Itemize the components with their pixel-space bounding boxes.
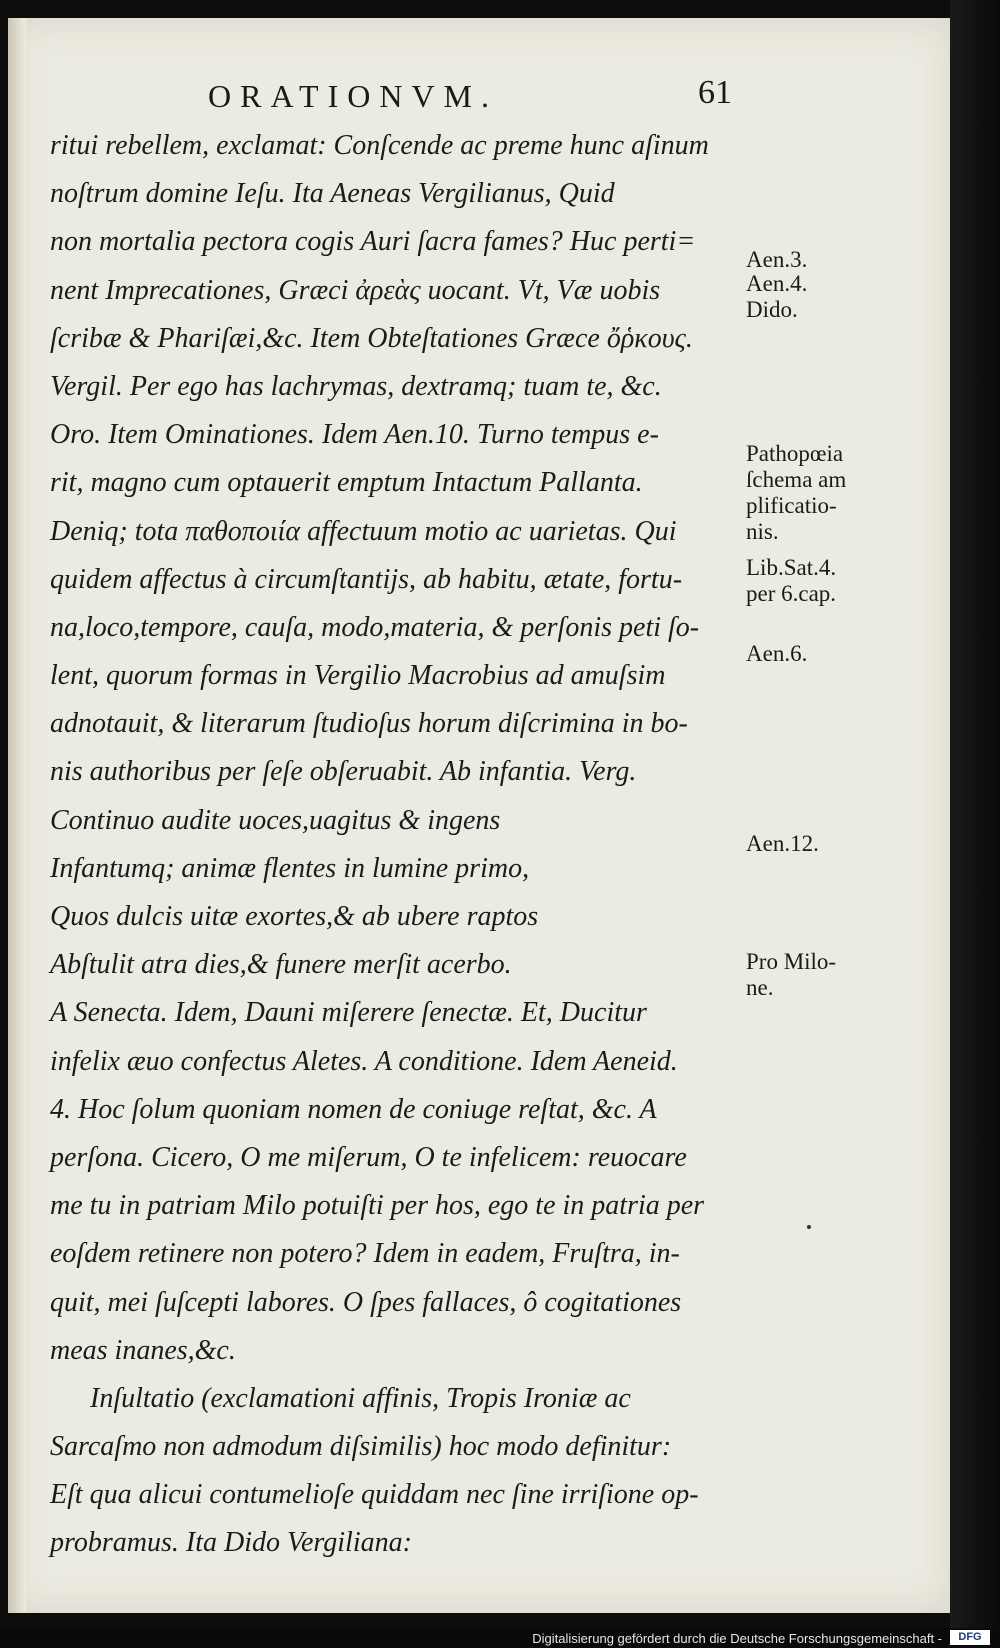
verse-line: Infantumq; animæ flentes in lumine primo, [50, 852, 530, 884]
margin-note: Dido. [746, 297, 798, 322]
margin-note: Aen.4. [746, 271, 808, 296]
text-line: ritui rebellem, exclamat: Conſcende ac preme hunc aſinum [50, 130, 709, 161]
margin-note: Aen.6. [746, 641, 808, 666]
text-line: ſcribæ & Phariſæi,&c. Item Obteſtationes Græce ὄῥκους. [50, 322, 693, 354]
margin-note: Pathopœia [746, 441, 844, 466]
main-text [50, 122, 750, 1568]
text-line: rit, magno cum optauerit emptum Intactum Pallanta. [50, 467, 643, 499]
text-line: lent, quorum formas in Vergilio Macrobius ad amuſsim [50, 660, 666, 692]
text-line: A Senecta. Idem, Dauni miſerere ſenectæ. Et, Ducitur [50, 997, 647, 1029]
verse-line: Quos dulcis uitæ exortes,& ab ubere raptos [50, 901, 539, 932]
text-line: me tu in patriam Milo potuiſti per hos, ego te in patria per [50, 1190, 705, 1222]
margin-note: Aen.12. [746, 831, 819, 856]
text-line: quidem affectus à circumſtantijs, ab habitu, ætate, fortu- [50, 563, 683, 595]
text-line: Vergil. Per ego has lachrymas, dextramq; tuam te, &c. [50, 370, 662, 402]
text-line: Eſt qua alicui contumelioſe quiddam nec ſine irriſione op- [50, 1479, 699, 1511]
text-line: eoſdem retinere non potero? Idem in eadem, Fruſtra, in- [50, 1238, 680, 1270]
page-header [8, 66, 953, 116]
text-line: nent Imprecationes, Græci ἀρεὰς uocant. Vt, Væ uobis [50, 274, 661, 306]
page-number: 61 [698, 74, 732, 111]
text-line: na,loco,tempore, cauſa, modo,materia, & perſonis peti ſo- [50, 611, 700, 643]
text-line: infelix æuo confectus Aletes. A conditione. Idem Aeneid. [50, 1045, 678, 1077]
text-line: non mortalia pectora cogis Auri ſacra fames? Huc perti= [50, 226, 696, 258]
text-line: perſona. Cicero, O me miſerum, O te infelicem: reuocare [50, 1141, 687, 1173]
page-content [8, 18, 953, 1613]
text-line: 4. Hoc ſolum quoniam nomen de coniuge reſtat, &c. A [50, 1093, 657, 1125]
margin-note: ſchema am [746, 467, 847, 492]
verse-line: Abſtulit atra dies,& funere merſit acerbo. [50, 949, 512, 981]
margin-note: plificatio- [746, 493, 837, 518]
text-line: Deniq; tota παθοποιία affectuum motio ac uarietas. Qui [50, 515, 677, 547]
text-line: noſtrum domine Ieſu. Ita Aeneas Vergilianus, Quid [50, 178, 615, 210]
text-line: Sarcaſmo non admodum diſsimilis) hoc modo definitur: [50, 1431, 672, 1463]
text-line: meas inanes,&c. [50, 1334, 236, 1366]
margin-note: Aen.3. [746, 247, 808, 272]
ink-speck [807, 1225, 811, 1229]
margin-note: nis. [746, 519, 779, 544]
margin-note: Pro Milo- [746, 949, 837, 974]
text-line: adnotauit, & literarum ſtudioſus horum diſcrimina in bo- [50, 708, 688, 740]
digitization-credit: Digitalisierung gefördert durch die Deutsche Forschungsgemeinschaft - [532, 1631, 942, 1646]
margin-note: per 6.cap. [746, 581, 837, 606]
running-title: ORATIONVM. [208, 78, 498, 114]
scan-background-edge [950, 0, 1000, 1648]
text-line: nis authoribus per ſeſe obſeruabit. Ab infantia. Verg. [50, 756, 637, 788]
text-line: Oro. Item Ominationes. Idem Aen.10. Turno tempus e- [50, 419, 659, 451]
verse-line: Continuo audite uoces,uagitus & ingens [50, 804, 501, 836]
text-line: probramus. Ita Dido Vergiliana: [50, 1527, 412, 1559]
margin-note: ne. [746, 975, 774, 1000]
paragraph-start-line: Inſultatio (exclamationi affinis, Tropis Ironiæ ac [90, 1382, 631, 1414]
dfg-logo: DFG [950, 1630, 990, 1645]
text-line: quit, mei ſuſcepti labores. O ſpes fallaces, ô cogitationes [50, 1286, 682, 1318]
margin-note: Lib.Sat.4. [746, 555, 837, 580]
